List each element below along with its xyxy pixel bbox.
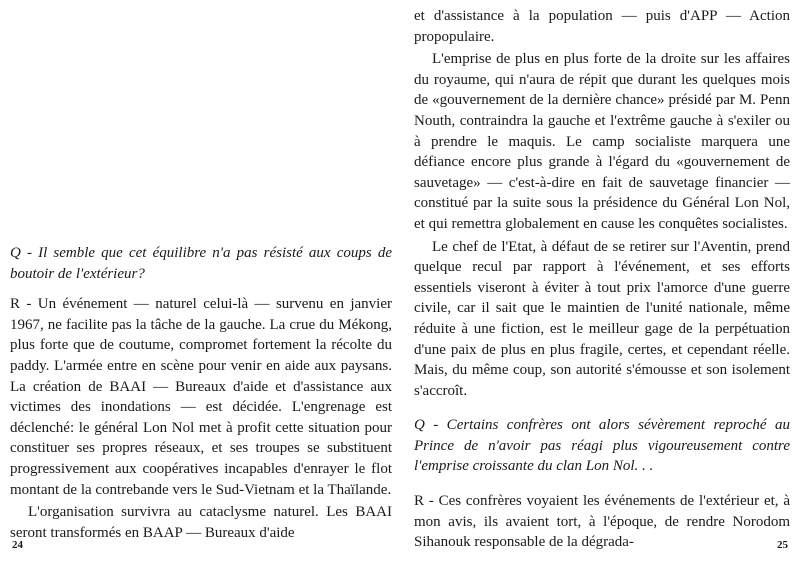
page-number-left: 24 [12,539,23,552]
left-page-text [10,243,392,543]
left-question: Q - Il semble que cet équilibre n'a pas résisté aux coups de boutoir de l'extérieur? [10,245,392,282]
right-page [408,0,800,561]
right-answer: R - Ces confrères voyaient les événements de l'extérieur et, à mon avis, ils avaient tort, à l'époque, de rendre Norodom Sihanouk responsable de la dégrada- [414,493,790,551]
right-page-text [414,6,790,553]
right-paragraph-1: L'emprise de plus en plus forte de la droite sur les affaires du royaume, qui n'aura de répit que durant les quelques mois de «gouvernement de la dernière chance» présidé par M. Penn Nouth, contraindra la gauche et l'extrême gauche à s'exiler ou à prendre le maquis. Le camp socialiste marquera une défiance encore plus grande à l'égard du «gouvernement de sauvetage» — c'est-à-dire en fait de sauvetage financier — constitué par la suite sous la présidence du Général Lon Nol, et qui remettra globalement en cause les conquêtes socialistes. [414,51,790,232]
right-continuation: et d'assistance à la population — puis d'APP — Action propopulaire. [414,8,790,45]
page-number-right: 25 [777,539,788,552]
left-answer: R - Un événement — naturel celui-là — survenu en janvier 1967, ne facilite pas la tâche de la gauche. La crue du Mékong, plus forte que de coutume, compromet fortement la récolte du paddy. L'armée entre en scène pour venir en aide aux paysans. La création de BAAI — Bureaux d'aide et d'assistance aux victimes des inondations — est décidée. L'engrenage est déclenché: le général Lon Nol met à profit cette situation pour constituer ses propres réseaux, et ses troupes se substituent progressivement aux coopératives incapables d'enrayer le flot montant de la contrebande vers le Sud-Vietnam et la Thaïlande. [10,296,392,498]
right-question: Q - Certains confrères ont alors sévèrement reproché au Prince de n'avoir pas réagi plus vigoureusement contre l'emprise croissante du clan Lon Nol. . . [414,417,790,475]
left-paragraph-2: L'organisation survivra au cataclysme naturel. Les BAAI seront transformés en BAAP — Bureaux d'aide [10,504,392,541]
right-paragraph-2: Le chef de l'Etat, à défaut de se retirer sur l'Aventin, prend quelque recul par rapport à l'événement, et ses efforts essentiels viseront à éviter à tout prix l'amorce d'une guerre civile, car il sait que le maintien de l'unité nationale, même réduite à une fiction, est le meilleur gage de la perpétuation d'une paix de plus en plus fragile, certes, et cependant réelle. Mais, du même coup, son autorité s'émousse et son isolement s'accroît. [414,238,790,399]
